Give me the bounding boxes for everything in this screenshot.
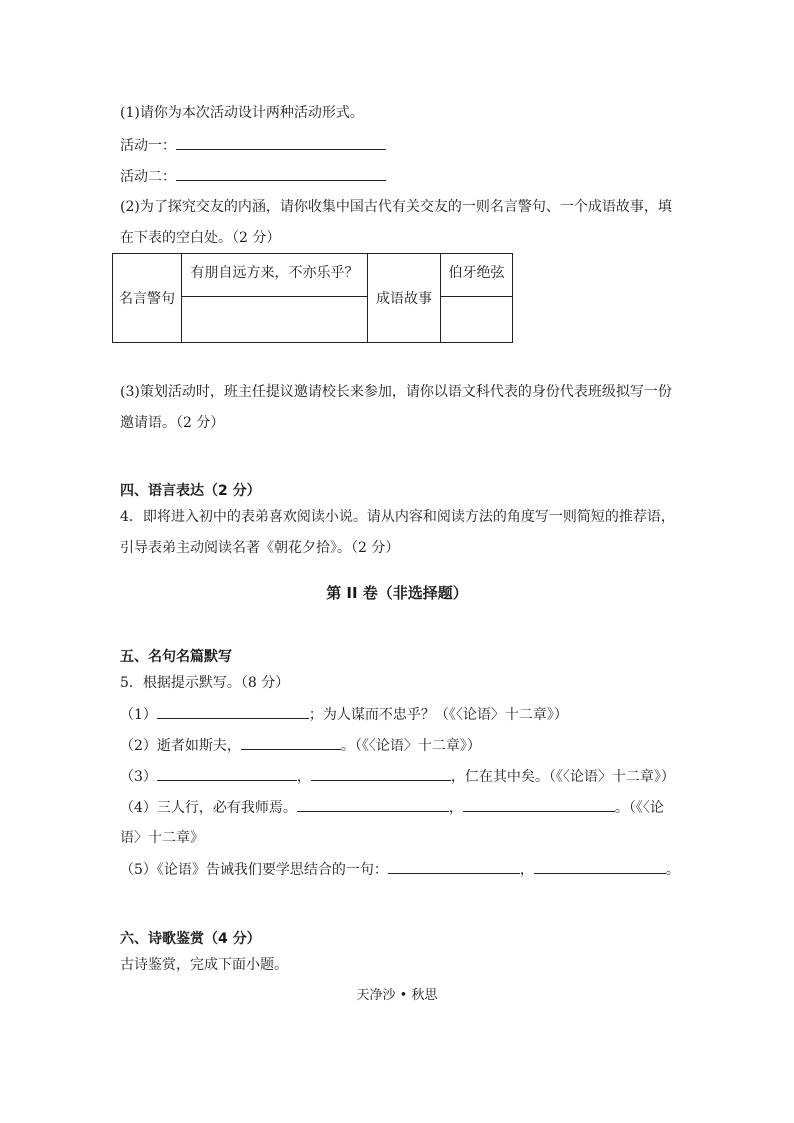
item-1-blank[interactable] bbox=[157, 704, 309, 719]
item-4-sep: ， bbox=[448, 800, 463, 816]
section-4-heading: 四、语言表达（2 分） bbox=[120, 483, 261, 499]
poem-title: 天净沙 • 秋思 bbox=[356, 988, 438, 1003]
table-label-quote: 名言警句 bbox=[113, 254, 182, 343]
item-5-sep: ， bbox=[519, 862, 534, 878]
item-1-text: ；为人谋而不忠乎？（《〈论语〉十二章》） bbox=[308, 707, 568, 723]
activity-1-blank[interactable] bbox=[176, 135, 386, 150]
part-title: 第 II 卷（非选择题） bbox=[326, 584, 468, 602]
table-story-blank[interactable] bbox=[441, 297, 513, 343]
activity-1-row bbox=[120, 135, 386, 156]
section-6-intro: 古诗鉴赏，完成下面小题。 bbox=[120, 957, 288, 973]
q3-line-1: (3)策划活动时，班主任提议邀请校长来参加，请你以语文科代表的身份代表班级拟写一份 bbox=[120, 384, 672, 400]
q2-line-2: 在下表的空白处。（2 分） bbox=[120, 230, 281, 246]
friendship-table bbox=[112, 253, 513, 343]
section-4-line-1: 4．即将进入初中的表弟喜欢阅读小说。请从内容和阅读方法的角度写一则简短的推荐语， bbox=[120, 509, 675, 525]
item-2 bbox=[120, 735, 481, 756]
item-3-blank-1[interactable] bbox=[157, 766, 297, 781]
section-6-heading: 六、诗歌鉴赏（4 分） bbox=[120, 931, 261, 947]
item-4-blank-2[interactable] bbox=[463, 797, 615, 812]
item-5-text: （5）《论语》告诫我们要学思结合的一句： bbox=[120, 862, 388, 878]
activity-1-label: 活动一： bbox=[120, 138, 176, 154]
item-5 bbox=[120, 859, 680, 880]
item-3-tail: ，仁在其中矣。（《〈论语〉十二章》） bbox=[450, 769, 675, 785]
item-4-text: （4）三人行，必有我师焉。 bbox=[120, 800, 297, 816]
section-4-line-2: 引导表弟主动阅读名著《朝花夕拾》。（2 分） bbox=[120, 540, 400, 556]
q2-line-1: (2)为了探究交友的内涵，请你收集中国古代有关交友的一则名言警句、一个成语故事，填 bbox=[120, 199, 672, 215]
q1-prompt: (1)请你为本次活动设计两种活动形式。 bbox=[120, 105, 364, 121]
item-2-text: （2）逝者如斯夫， bbox=[120, 738, 241, 754]
item-2-blank[interactable] bbox=[241, 735, 341, 750]
item-3-number: （3） bbox=[120, 769, 157, 785]
item-1 bbox=[120, 704, 568, 725]
table-story-example: 伯牙绝弦 bbox=[441, 254, 513, 297]
section-5-intro: 5．根据提示默写。（8 分） bbox=[120, 675, 290, 691]
item-5-blank-1[interactable] bbox=[388, 859, 520, 874]
item-3-blank-2[interactable] bbox=[311, 766, 451, 781]
activity-2-blank[interactable] bbox=[176, 166, 386, 181]
activity-2-row bbox=[120, 166, 386, 187]
item-5-blank-2[interactable] bbox=[534, 859, 666, 874]
item-4-continued: 语〉十二章》 bbox=[120, 830, 204, 846]
item-5-tail: 。 bbox=[665, 862, 680, 878]
item-4 bbox=[120, 797, 664, 818]
item-3 bbox=[120, 766, 675, 787]
table-label-story: 成语故事 bbox=[368, 254, 441, 343]
item-3-sep: ， bbox=[296, 769, 311, 785]
activity-2-label: 活动二： bbox=[120, 169, 176, 185]
q3-line-2: 邀请语。（2 分） bbox=[120, 415, 225, 431]
table-quote-example: 有朋自远方来，不亦乐乎？ bbox=[182, 254, 368, 297]
section-5-heading: 五、名句名篇默写 bbox=[120, 649, 232, 665]
item-2-tail: 。（《〈论语〉十二章》） bbox=[340, 738, 481, 754]
item-1-number: （1） bbox=[120, 707, 157, 723]
table-quote-blank[interactable] bbox=[182, 297, 368, 343]
item-4-blank-1[interactable] bbox=[297, 797, 449, 812]
item-4-tail: 。（《〈论 bbox=[614, 800, 664, 816]
